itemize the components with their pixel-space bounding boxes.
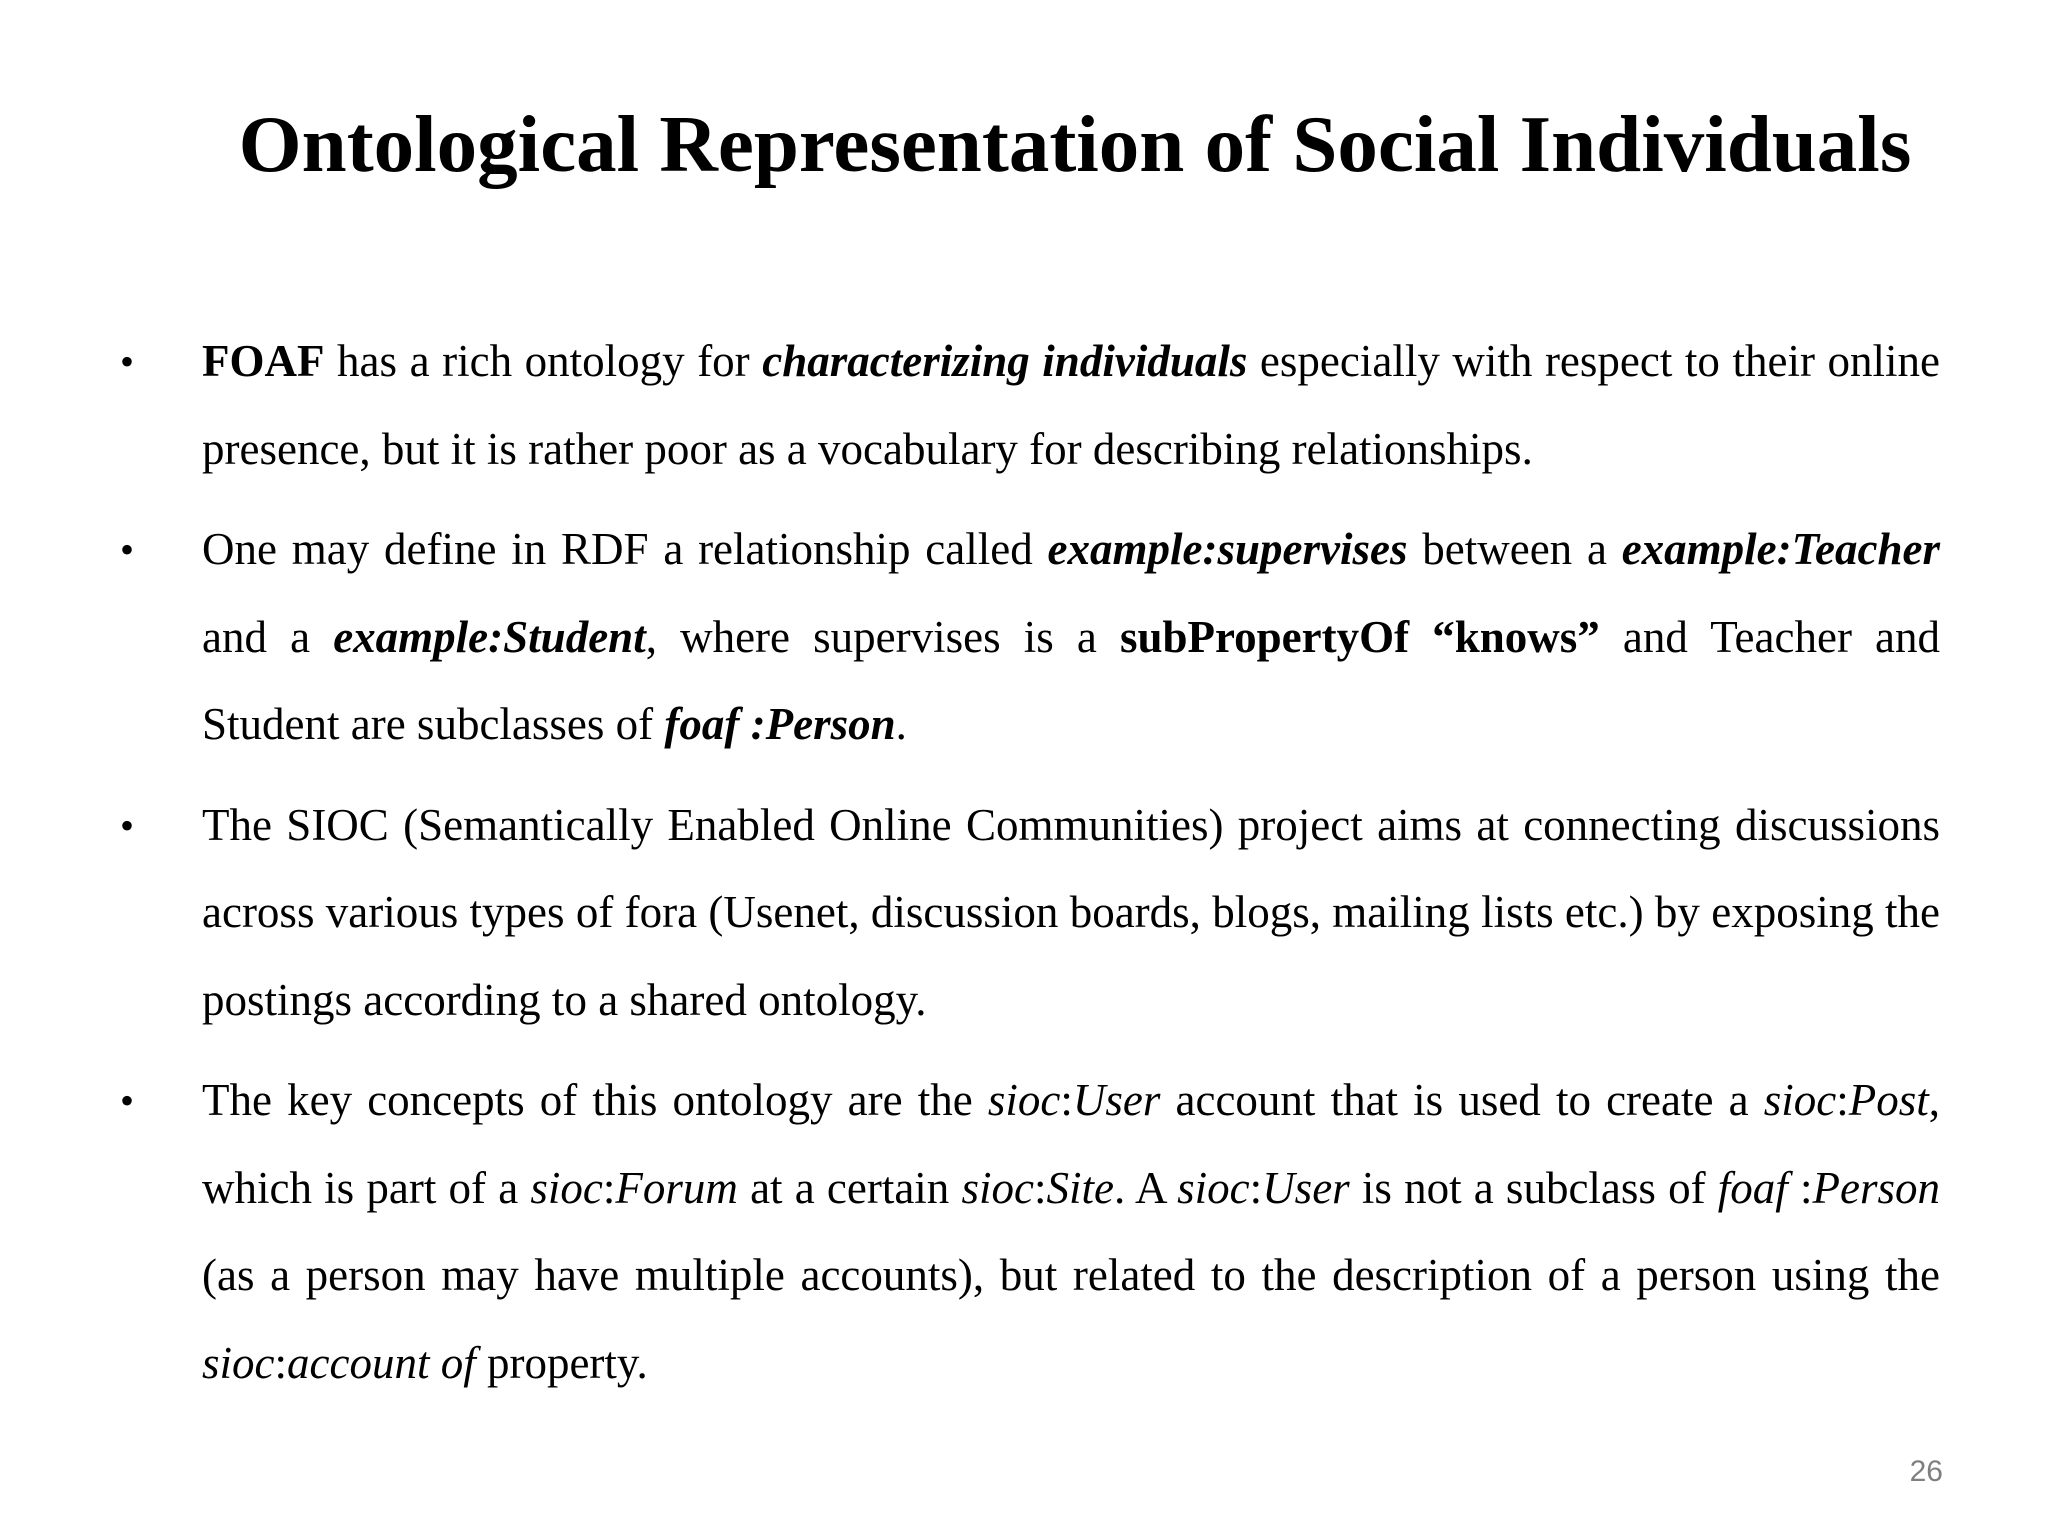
term-example-student xyxy=(333,612,646,662)
term-colon: : xyxy=(274,1337,288,1388)
term-example-supervises xyxy=(1048,524,1408,574)
term-prefix: sioc xyxy=(1763,1075,1837,1125)
bullet-text: . A xyxy=(1114,1162,1178,1213)
term-colon: : xyxy=(1787,1162,1813,1213)
term-name: Forum xyxy=(615,1162,738,1213)
term-sioc-user xyxy=(988,1075,1161,1125)
bullet-marker: • xyxy=(120,527,135,572)
term-prefix: example xyxy=(333,611,489,662)
term-colon: : xyxy=(602,1162,616,1213)
bullet-marker: • xyxy=(120,339,135,384)
bullet-text: . xyxy=(895,699,907,749)
bullet-item-rdf-relationship xyxy=(120,506,1940,769)
term-name: Person xyxy=(1812,1162,1940,1213)
term-knows: “knows” xyxy=(1432,611,1600,662)
term-sioc-forum xyxy=(530,1163,738,1213)
term-name: Student xyxy=(503,611,646,662)
bullet-text: property. xyxy=(475,1337,648,1388)
bullet-text: and Teacher and Student are subclasses of xyxy=(202,611,1941,749)
term-name: Teacher xyxy=(1791,524,1940,574)
term-sioc-user xyxy=(1177,1163,1350,1213)
bullet-text: at a certain xyxy=(737,1162,962,1213)
term-foaf-person xyxy=(1718,1163,1940,1213)
bullet-marker: • xyxy=(120,1078,135,1123)
bullet-text: The key concepts of this ontology are the xyxy=(202,1075,988,1125)
term-colon: : xyxy=(1836,1075,1849,1125)
term-prefix: sioc xyxy=(987,1075,1061,1125)
term-sioc-account-of xyxy=(202,1338,476,1388)
bullet-text: especially with respect to their online presence, but it is rather poor as a vocabulary for describing relationships. xyxy=(202,336,1940,474)
term-prefix: sioc xyxy=(202,1337,275,1388)
bullet-text: account that is used to create a xyxy=(1160,1075,1764,1125)
term-colon: : xyxy=(1776,524,1792,574)
bullet-text: has a rich ontology for xyxy=(324,336,763,386)
term-sioc-post xyxy=(1764,1075,1929,1125)
term-prefix: sioc xyxy=(961,1162,1034,1213)
term-colon: : xyxy=(488,611,504,662)
bullet-text: , which is part of a xyxy=(202,1075,1940,1213)
term-name: supervises xyxy=(1217,524,1408,574)
term-prefix: sioc xyxy=(530,1162,603,1213)
bullet-item-foaf xyxy=(120,318,1940,493)
bullet-text: between a xyxy=(1407,524,1622,574)
bullet-text: The SIOC (Semantically Enabled Online Communities) project aims at connecting discussions across various types of fora (Usenet, discussion boards, blogs, mailing lists etc.) by exposing the postings according to a shared ontology. xyxy=(202,799,1940,1025)
term-colon: : xyxy=(1249,1162,1263,1213)
term-colon: : xyxy=(1034,1162,1047,1213)
term-prefix: sioc xyxy=(1177,1162,1250,1213)
bullet-item-sioc-project xyxy=(120,782,1940,1045)
term-foaf-person xyxy=(664,699,895,749)
term-name: User xyxy=(1262,1162,1350,1213)
term-name: Post xyxy=(1848,1075,1929,1125)
term-prefix: example xyxy=(1047,524,1203,574)
term-colon: : xyxy=(1202,524,1218,574)
bullet-text: One may define in RDF a relationship called xyxy=(202,524,1048,574)
term-example-teacher xyxy=(1622,524,1940,574)
emphasis-characterizing-individuals: characterizing individuals xyxy=(762,336,1248,386)
bullet-item-sioc-concepts xyxy=(120,1057,1940,1407)
term-name: Site xyxy=(1046,1162,1114,1213)
bullet-text: (as a person may have multiple accounts), but related to the description of a person using the xyxy=(202,1250,1940,1300)
term-sioc-site xyxy=(962,1163,1115,1213)
term-colon: : xyxy=(739,699,766,749)
bullet-list xyxy=(120,318,1940,1420)
term-foaf: FOAF xyxy=(202,336,325,386)
term-name: User xyxy=(1072,1075,1161,1125)
term-name: account of xyxy=(287,1337,476,1388)
term-name: Person xyxy=(765,699,896,749)
term-prefix: foaf xyxy=(1717,1162,1788,1213)
bullet-text: is not a subclass of xyxy=(1349,1162,1718,1213)
bullet-text: , where supervises is a xyxy=(645,611,1120,662)
slide-title: Ontological Representation of Social Individuals xyxy=(238,99,1912,189)
term-prefix: example xyxy=(1621,524,1777,574)
term-colon: : xyxy=(1060,1075,1073,1125)
term-subpropertyof: subPropertyOf xyxy=(1119,611,1410,662)
bullet-marker: • xyxy=(120,802,135,848)
term-prefix: foaf xyxy=(664,699,740,749)
bullet-text xyxy=(1409,612,1432,662)
page-number: 26 xyxy=(1909,1455,1943,1488)
bullet-text: and a xyxy=(202,611,334,662)
